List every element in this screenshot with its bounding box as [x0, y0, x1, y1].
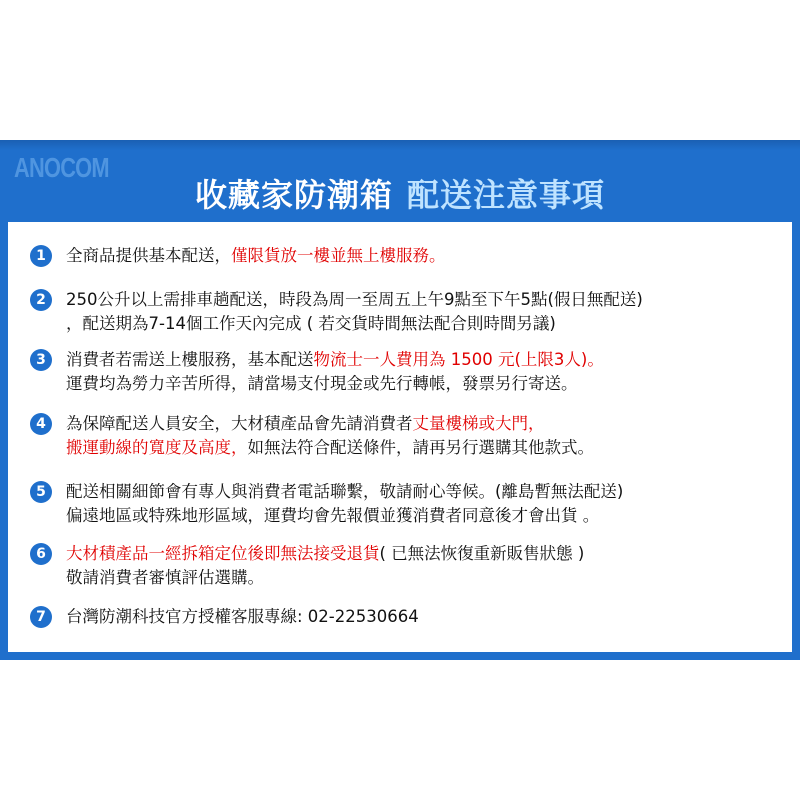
- line-text: 如無法符合配送條件，請再另行選購其他款式。: [247, 438, 594, 457]
- line-text: 全商品提供基本配送，: [66, 246, 231, 265]
- item-line: [66, 288, 643, 312]
- line-text: 偏遠地區或特殊地形區域，運費均會先報價並獲消費者同意後才會出貨 。: [66, 506, 600, 525]
- item-number-badge: 5: [30, 481, 52, 503]
- title-part1: 收藏家防潮箱: [194, 176, 393, 214]
- item-line: [66, 348, 604, 372]
- item-number-badge: 1: [30, 245, 52, 267]
- item-number-badge: 6: [30, 543, 52, 565]
- item-line: [66, 480, 623, 504]
- line-text: 台灣防潮科技官方授權客服專線: 02-22530664: [66, 607, 419, 626]
- line-text: 配送相關細節會有專人與消費者電話聯繫，敬請耐心等候。(離島暫無法配送): [66, 482, 624, 501]
- line-text: 運費均為勞力辛苦所得，請當場支付現金或先行轉帳，發票另行寄送。: [66, 374, 578, 393]
- item-line: [66, 244, 446, 268]
- notice-panel: [8, 222, 792, 652]
- item-number-badge: 4: [30, 413, 52, 435]
- header: [0, 150, 800, 230]
- line-text: 250公升以上需排車趟配送，時段為周一至周五上午9點至下午5點(假日無配送): [66, 290, 643, 309]
- line-text: 敬請消費者審慎評估選購。: [66, 568, 264, 587]
- item-number-badge: 3: [30, 349, 52, 371]
- item-number-badge: 2: [30, 289, 52, 311]
- line-highlight: 大材積產品一經拆箱定位後即無法接受退貨: [66, 544, 380, 563]
- item-line: [66, 504, 599, 528]
- brand-logo: ANOCOM: [14, 152, 109, 183]
- item-line: [66, 436, 594, 460]
- line-text: 消費者若需送上樓服務，基本配送: [66, 350, 314, 369]
- item-line: [66, 312, 556, 336]
- item-number-badge: 7: [30, 606, 52, 628]
- line-text: 為保障配送人員安全，大材積產品會先請消費者: [66, 414, 413, 433]
- line-highlight: 物流士一人費用為 1500 元(上限3人)。: [313, 350, 604, 369]
- notice-card: [0, 140, 800, 660]
- card-top-strip: [0, 140, 800, 150]
- line-highlight: 搬運動線的寬度及高度，: [66, 438, 248, 457]
- item-line: [66, 542, 584, 566]
- line-highlight: 丈量樓梯或大門，: [412, 414, 545, 433]
- page-title: [195, 170, 605, 216]
- line-text: ，配送期為7-14個工作天內完成 ( 若交貨時間無法配合則時間另議): [66, 314, 556, 333]
- item-line: [66, 605, 419, 629]
- item-line: [66, 566, 264, 590]
- title-part2: 配送注意事項: [407, 176, 606, 214]
- item-line: [66, 372, 578, 396]
- line-highlight: 僅限貨放一樓並無上樓服務。: [231, 246, 446, 265]
- line-text: ( 已無法恢復重新販售狀態 ): [379, 544, 585, 563]
- item-line: [66, 412, 545, 436]
